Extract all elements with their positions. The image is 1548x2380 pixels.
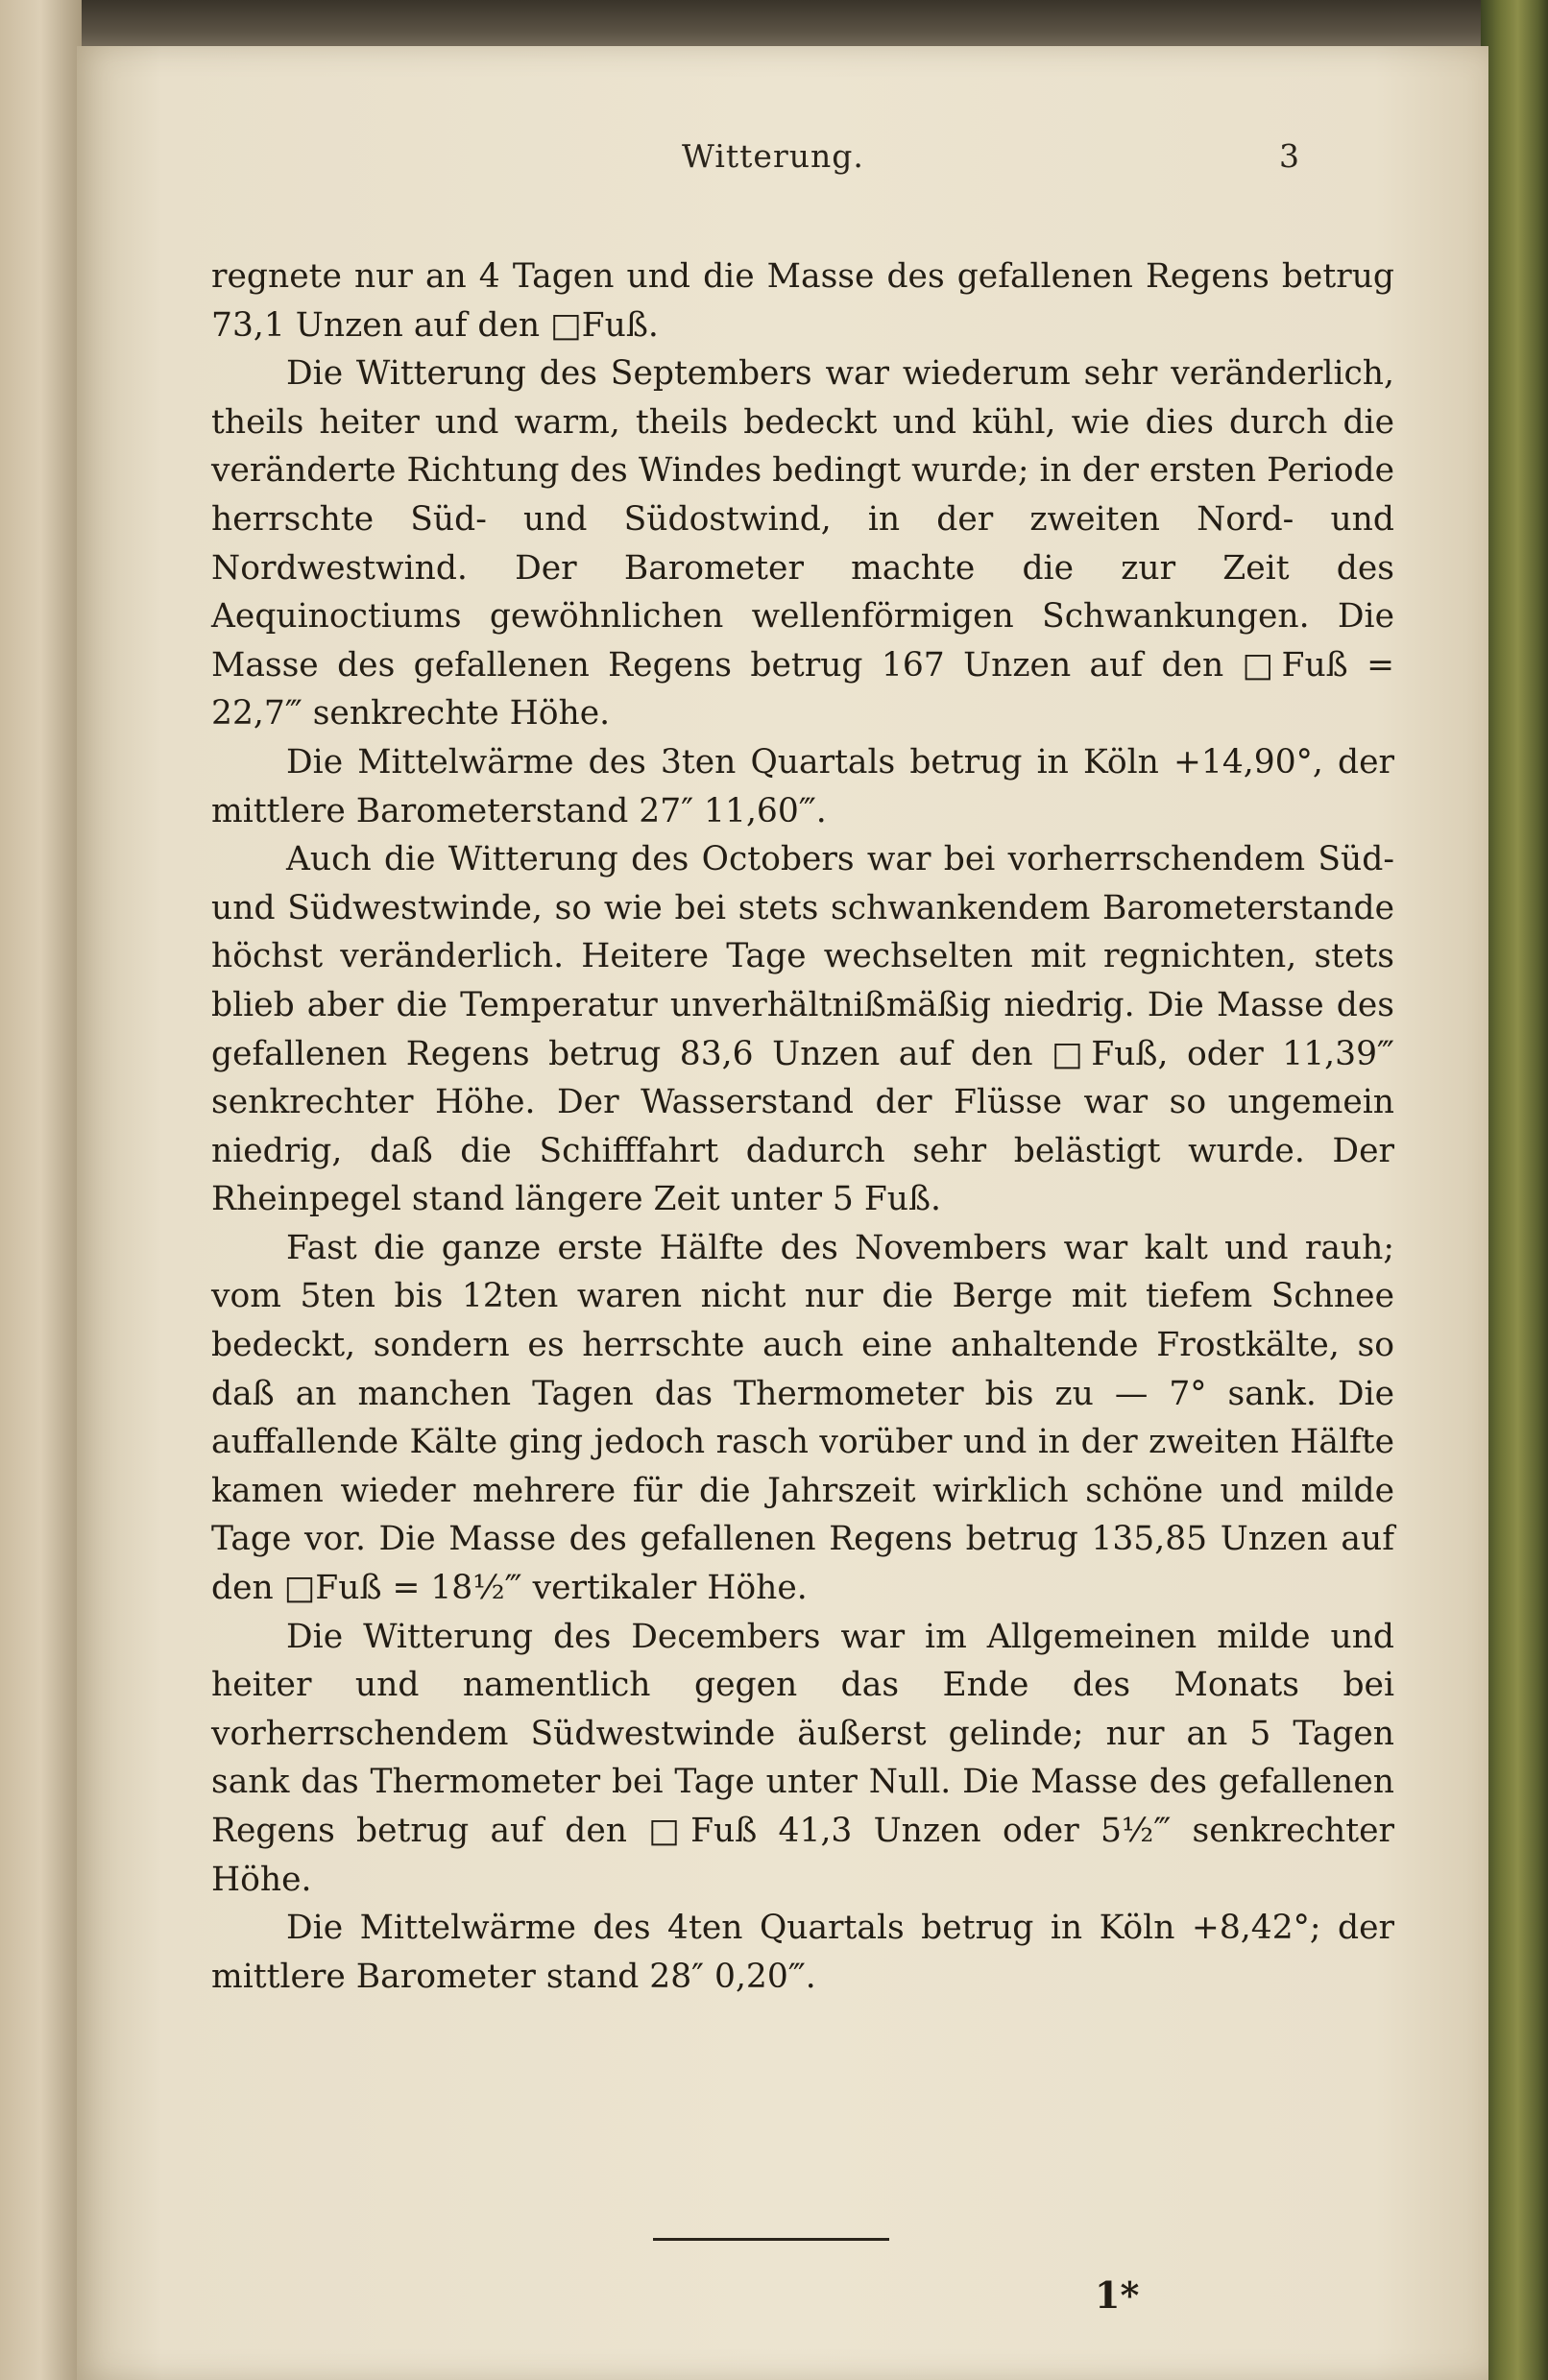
book-top-edge	[0, 0, 1548, 53]
paragraph-3: Die Mittelwärme des 3ten Quartals betrug in Köln +14,90°, der mittlere Barometerstand 27″ 11,60‴.	[211, 742, 1394, 830]
paragraph-1: regnete nur an 4 Tagen und die Masse des gefallenen Regens betrug 73,1 Unzen auf den □Fuß.	[211, 257, 1394, 345]
body-text	[211, 252, 1394, 2001]
signature-mark: 1*	[1095, 2273, 1140, 2317]
book-binding	[1481, 0, 1548, 2380]
paragraph-2: Die Witterung des Septembers war wiederum sehr veränderlich, theils heiter und warm, theils bedeckt und kühl, wie dies durch die veränderte Richtung des Windes bedingt wurde; in der ersten Periode herrschte Süd- und Südostwind, in der zweiten Nord- und Nordwestwind. Der Barometer machte die zur Zeit des Aequinoctiums gewöhnlichen wellenförmigen Schwankungen. Die Masse des gefallenen Regens betrug 167 Unzen auf den □Fuß = 22,7‴ senkrechte Höhe.	[211, 354, 1394, 733]
book-page	[77, 46, 1488, 2380]
page-header-title: Witterung.	[682, 137, 864, 175]
paragraph-5: Fast die ganze erste Hälfte des Novembers war kalt und rauh; vom 5ten bis 12ten waren nicht nur die Berge mit tiefem Schnee bedeckt, sondern es herrschte auch eine anhaltende Frostkälte, so daß an manchen Tagen das Thermometer bis zu — 7° sank. Die auffallende Kälte ging jedoch rasch vorüber und in der zweiten Hälfte kamen wieder mehrere für die Jahrszeit wirklich schöne und milde Tage vor. Die Masse des gefallenen Regens betrug 135,85 Unzen auf den □Fuß = 18½‴ vertikaler Höhe.	[211, 1228, 1394, 1608]
running-head	[77, 137, 1488, 185]
page-number: 3	[1279, 137, 1299, 175]
paragraph-7: Die Mittelwärme des 4ten Quartals betrug in Köln +8,42°; der mittlere Barometer stand 28″ 0,20‴.	[211, 1909, 1394, 1996]
facing-page-edge	[0, 0, 82, 2380]
paragraph-6: Die Witterung des Decembers war im Allgemeinen milde und heiter und namentlich gegen das Ende des Monats bei vorherrschendem Südwestwinde äußerst gelinde; nur an 5 Tagen sank das Thermometer bei Tage unter Null. Die Masse des gefallenen Regens betrug auf den □Fuß 41,3 Unzen oder 5½‴ senkrechter Höhe.	[211, 1617, 1394, 1899]
paragraph-4: Auch die Witterung des Octobers war bei vorherrschendem Süd- und Südwestwinde, so wie bei stets schwankendem Barometerstande höchst veränderlich. Heitere Tage wechselten mit regnichten, stets blieb aber die Temperatur unverhältnißmäßig niedrig. Die Masse des gefallenen Regens betrug 83,6 Unzen auf den □Fuß, oder 11,39‴ senkrechter Höhe. Der Wasserstand der Flüsse war so ungemein niedrig, daß die Schifffahrt dadurch sehr belästigt wurde. Der Rheinpegel stand längere Zeit unter 5 Fuß.	[211, 840, 1394, 1219]
footer-rule	[653, 2238, 889, 2241]
